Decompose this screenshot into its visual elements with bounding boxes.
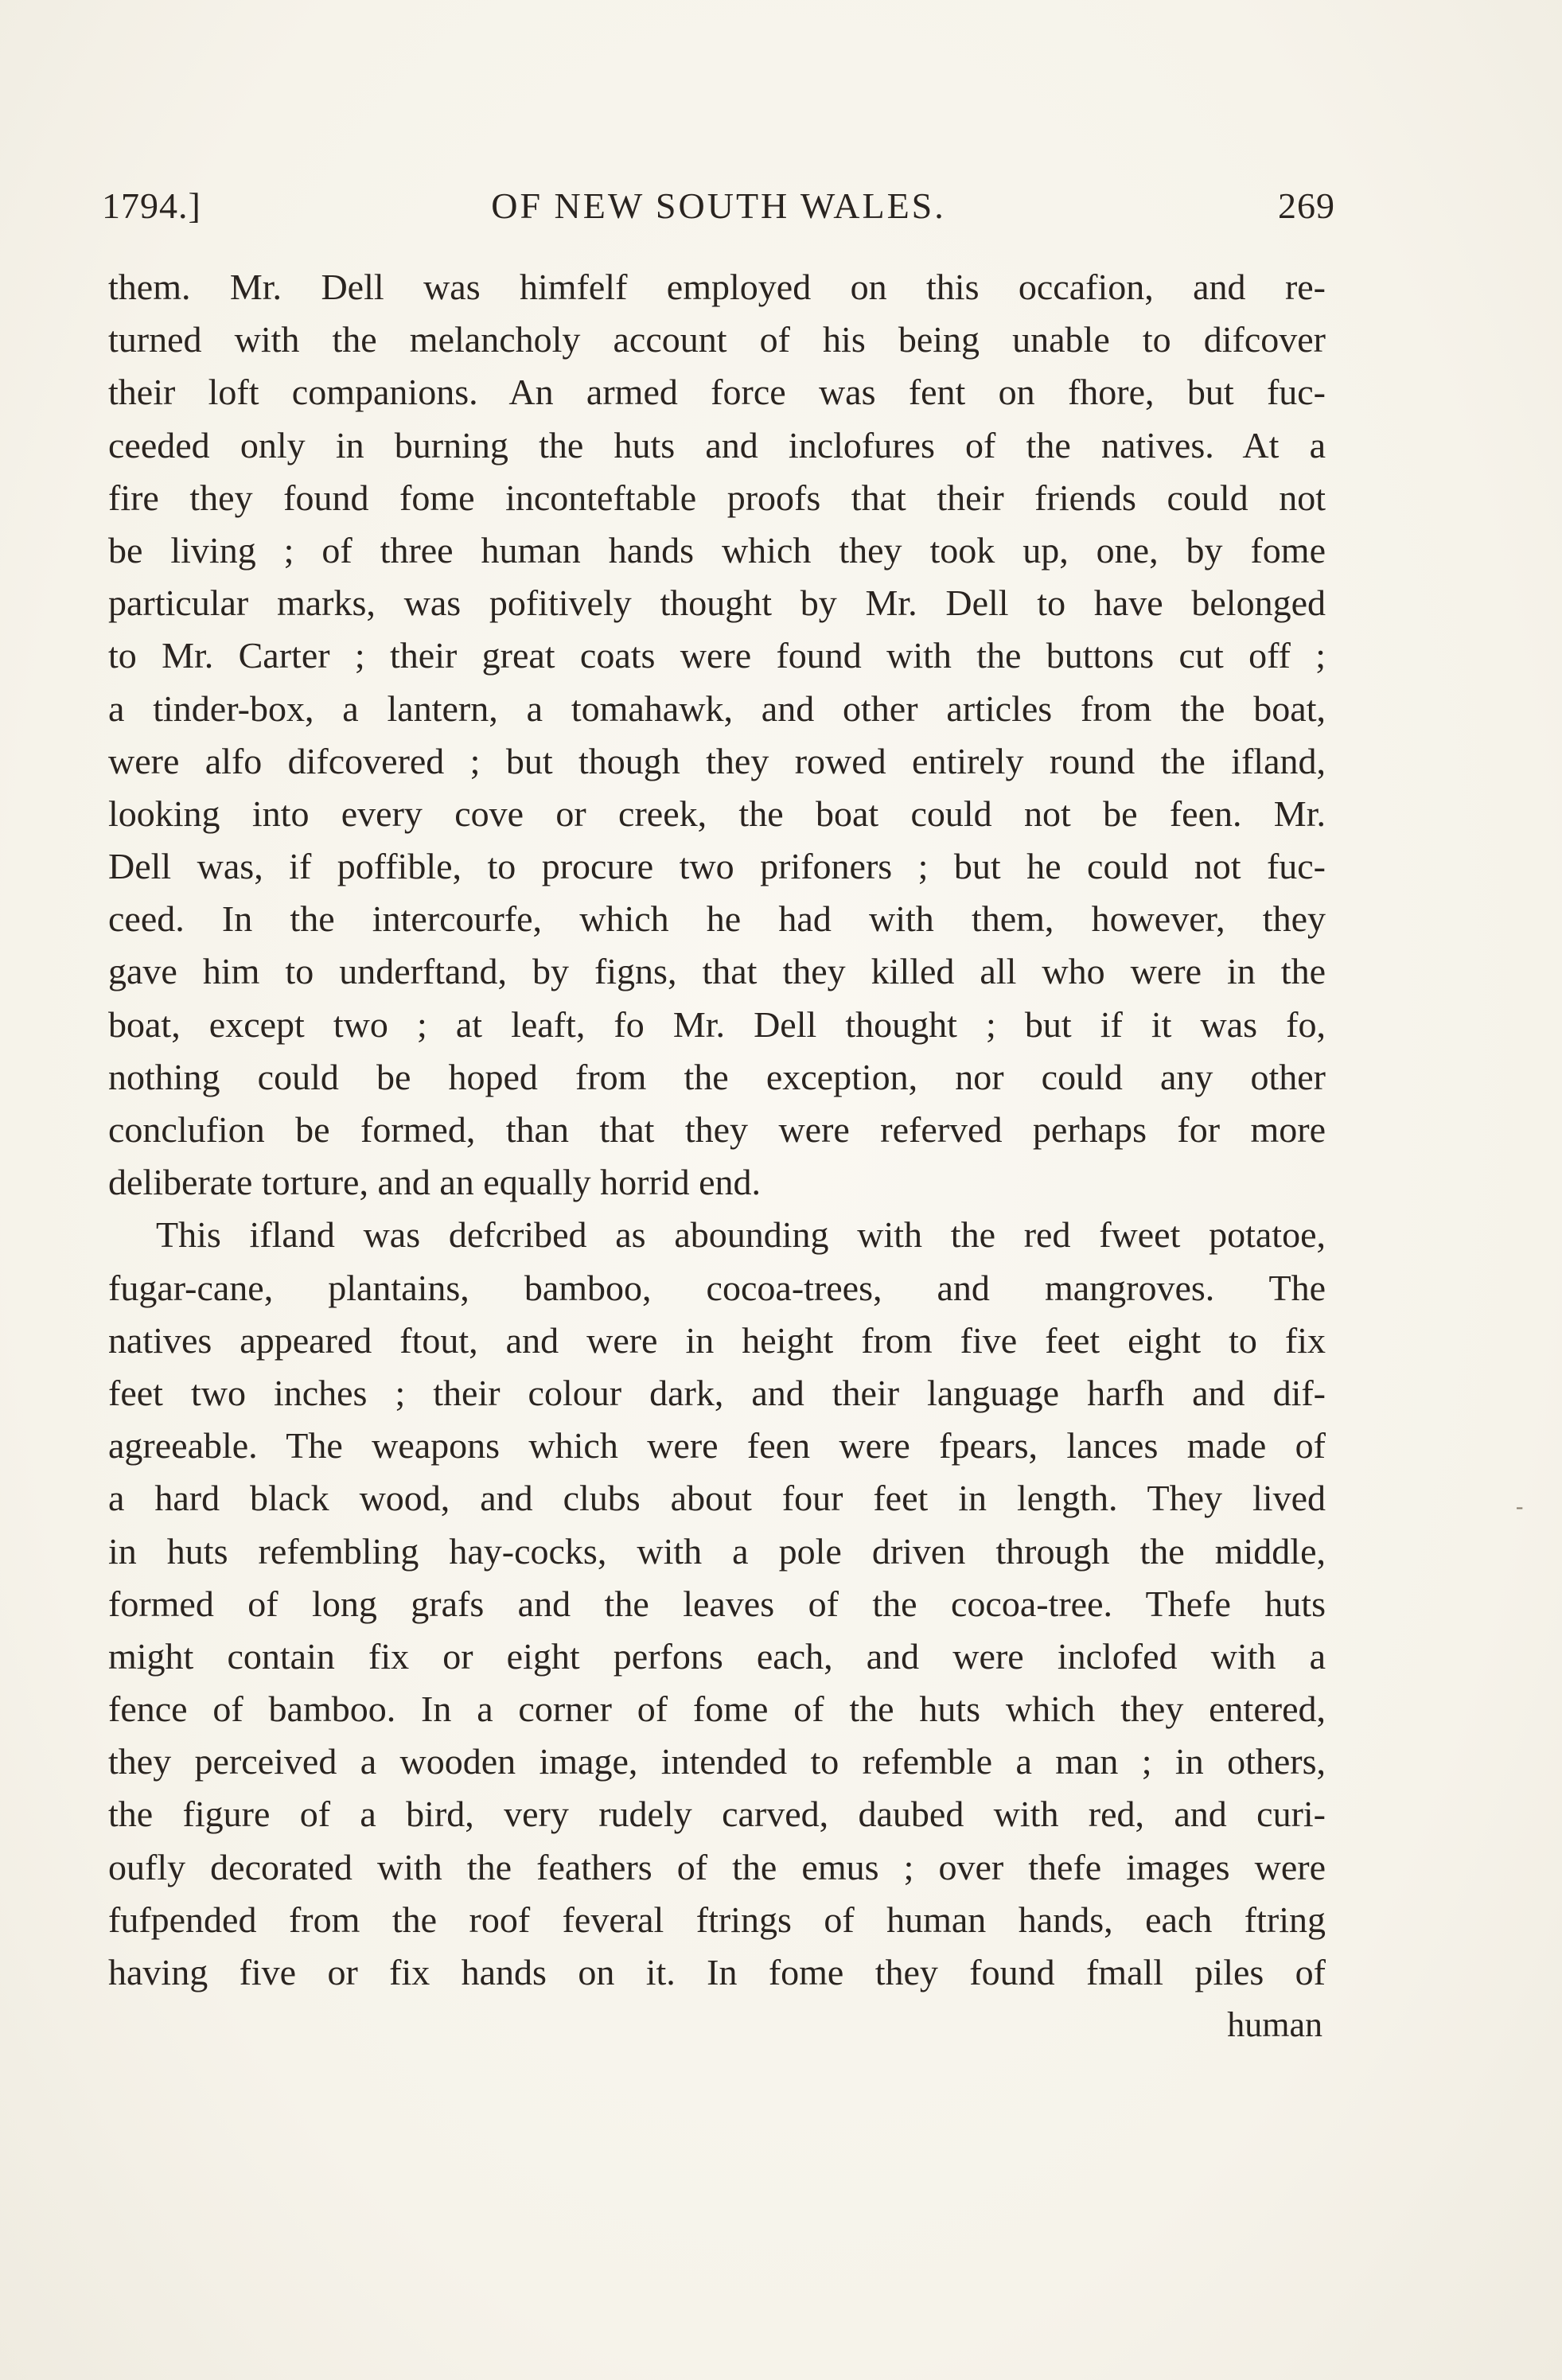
- text-line: feet two inches ; their colour dark, and their language harfh and dif-: [108, 1372, 1326, 1413]
- catchword: human: [1227, 2005, 1322, 2045]
- text-line: a tinder-box, a lantern, a tomahawk, and other articles from the boat,: [108, 688, 1326, 729]
- text-line: nothing could be hoped from the exception, nor could any other: [108, 1056, 1326, 1097]
- text-line: a hard black wood, and clubs about four feet in length. They lived: [108, 1478, 1326, 1519]
- text-line: fire they found fome inconteftable proofs that their friends could not: [108, 477, 1326, 518]
- paragraphs: [108, 261, 1326, 1999]
- text-line: fufpended from the roof feveral ftrings of human hands, each ftring: [108, 1899, 1326, 1940]
- text-line: them. Mr. Dell was himfelf employed on this occafion, and re-: [108, 267, 1326, 307]
- text-line: This ifland was defcribed as abounding with the red fweet potatoe,: [156, 1214, 1326, 1256]
- text-line: turned with the melancholy account of his being unable to difcover: [108, 319, 1326, 360]
- text-line: gave him to underftand, by figns, that they killed all who were in the: [108, 951, 1326, 992]
- text-line: deliberate torture, and an equally horrid end.: [108, 1162, 762, 1203]
- text-line: having five or fix hands on it. In fome they found fmall piles of: [108, 1952, 1326, 1992]
- text-line: fugar-cane, plantains, bamboo, cocoa-trees, and mangroves. The: [108, 1267, 1326, 1308]
- text-line: natives appeared ftout, and were in height from five feet eight to fix: [108, 1319, 1326, 1361]
- text-line: Dell was, if poffible, to procure two prifoners ; but he could not fuc-: [108, 846, 1326, 887]
- text-line: their loft companions. An armed force was fent on fhore, but fuc-: [108, 372, 1326, 413]
- text-line: in huts refembling hay-cocks, with a pole driven through the middle,: [108, 1530, 1326, 1572]
- text-line: the figure of a bird, very rudely carved, daubed with red, and curi-: [108, 1794, 1326, 1835]
- body-text: [108, 261, 1326, 2051]
- text-line: they perceived a wooden image, intended to refemble a man ; in others,: [108, 1741, 1326, 1782]
- text-line: to Mr. Carter ; their great coats were found with the buttons cut off ;: [108, 635, 1326, 676]
- text-line: formed of long grafs and the leaves of the cocoa-tree. Thefe huts: [108, 1583, 1326, 1624]
- running-head: [102, 175, 1335, 231]
- page-number: 269: [1278, 185, 1335, 226]
- text-line: looking into every cove or creek, the boat could not be feen. Mr.: [108, 793, 1326, 834]
- text-line: might contain fix or eight perfons each, and were inclofed with a: [108, 1635, 1326, 1677]
- text-line: oufly decorated with the feathers of the emus ; over thefe images were: [108, 1846, 1326, 1887]
- text-line: be living ; of three human hands which they took up, one, by fome: [108, 529, 1326, 571]
- text-line: particular marks, was pofitively thought by Mr. Dell to have belonged: [108, 582, 1326, 624]
- text-line: ceeded only in burning the huts and inclofures of the natives. At a: [108, 424, 1326, 465]
- text-line: fence of bamboo. In a corner of fome of the huts which they entered,: [108, 1689, 1326, 1730]
- text-line: were alfo difcovered ; but though they rowed entirely round the ifland,: [108, 740, 1326, 781]
- text-line: boat, except two ; at leaft, fo Mr. Dell thought ; but if it was fo,: [108, 1003, 1326, 1045]
- margin-speck: -: [1516, 1494, 1524, 1519]
- running-head-year: 1794.]: [102, 185, 201, 226]
- text-line: ceed. In the intercourfe, which he had with them, however, they: [108, 898, 1326, 940]
- text-line: agreeable. The weapons which were feen were fpears, lances made of: [108, 1425, 1326, 1467]
- running-head-title: OF NEW SOUTH WALES.: [491, 185, 946, 226]
- text-line: conclufion be formed, than that they were referved perhaps for more: [108, 1109, 1326, 1150]
